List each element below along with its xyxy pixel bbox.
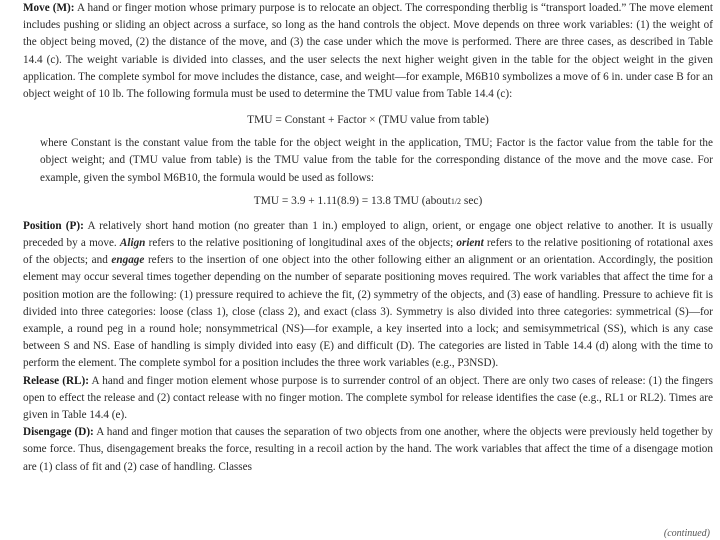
orient-term: orient <box>456 237 484 250</box>
position-text-1: A relatively short hand motion (no greater than 1 in.) employed to align, orient, or engage one object relative to another. It is usually preceded by a move. <box>23 219 713 250</box>
continued-label: (continued) <box>663 528 710 539</box>
release-paragraph <box>23 373 713 425</box>
position-paragraph <box>23 218 713 373</box>
move-term: Move (M): <box>23 2 75 14</box>
example-end: sec) <box>461 194 483 207</box>
move-formula: TMU = Constant + Factor × (TMU value from table) <box>247 114 489 127</box>
position-term: Position (P): <box>23 219 84 232</box>
move-explanation: where Constant is the constant value from the table for the object weight in the application, TMU; Factor is the factor value from the table for the object weight; and (TMU value from table) is the TMU value from the table for the corresponding distance of the move and the move case. For example, given the symbol M6B10, the formula would be used as follows: <box>40 137 713 184</box>
position-text-4: refers to the insertion of one object into the other following either an alignment or an orientation. Accordingly, the position element may occur several times together depending on the number of separate positioning moves required. The work variables that affect the time for a position motion are the following: (1) pressure required to achieve the fit, (2) symmetry of the objects, and (3) ease of handling. Pressure to achieve fit is divided into three categories: loose (class 1), close (class 2), and exact (class 3). Symmetry is also divided into three categories: symmetrical (S)—for example, a round peg in a round hole; nonsymmetrical (NS)—for example, a key inserted into a lock; and semisymmetrical (SS), which is any case between S and NS. Ease of handling is simply divided into easy (E) and difficult (D). The categories are listed in Table 14.4 (d) along with the time to perform the element. The complete symbol for a position includes the three work variables (e.g., P3NSD). <box>23 254 713 370</box>
document-page <box>23 0 713 476</box>
release-text: A hand and finger motion element whose purpose is to surrender control of an object. There are only two cases of release: (1) the fingers open to effect the release and (2) contact release with no finger motion. The complete symbol for release identifies the case (e.g., RL1 or RL2). Times are given in Table 14.4 (e). <box>23 374 714 422</box>
release-term: Release (RL): <box>23 374 89 387</box>
engage-term: engage <box>111 254 145 267</box>
position-text-2: refers to the relative positioning of longitudinal axes of the objects; <box>145 237 457 250</box>
disengage-term: Disengage (D): <box>23 426 94 439</box>
example-main: TMU = 3.9 + 1.11(8.9) = 13.8 TMU (about <box>253 194 451 207</box>
move-paragraph <box>23 0 713 103</box>
disengage-paragraph <box>23 424 713 476</box>
align-term: Align <box>119 237 146 250</box>
example-fraction: 1/2 <box>450 196 462 206</box>
position-text-3: refers to the relative positioning of rotational axes of the objects; and <box>23 237 713 267</box>
move-text-1: A hand or finger motion whose primary purpose is to relocate an object. The corresponding therblig is “transport loaded.” The move element includes pushing or sliding an object across a surface, so long as the hand controls the object. Move depends on three work variables: (1) the weight of the object being moved, (2) the distance of the move, and (3) the case under which the move is performed. There are three cases, as described in Table 14.4 (c). The weight variable is divided into classes, and the user selects the next higher weight given in the table for the object weight in the given application. The complete symbol for move includes the distance, case, and weight—for example, M6B10 symbolizes a move of 6 in. under case B for an object weight of 10 lb. The following formula must be used to determine the TMU value from Table 14.4 (c): <box>23 2 714 101</box>
move-example-formula <box>23 192 713 211</box>
disengage-text: A hand and finger motion that causes the separation of two objects from one another, where the objects were previously held together by some force. Thus, disengagement breaks the force, resulting in a recoil action by the hand. The work variables that affect the time of a disengage motion are (1) class of fit and (2) case of handling. Classes <box>23 426 713 473</box>
